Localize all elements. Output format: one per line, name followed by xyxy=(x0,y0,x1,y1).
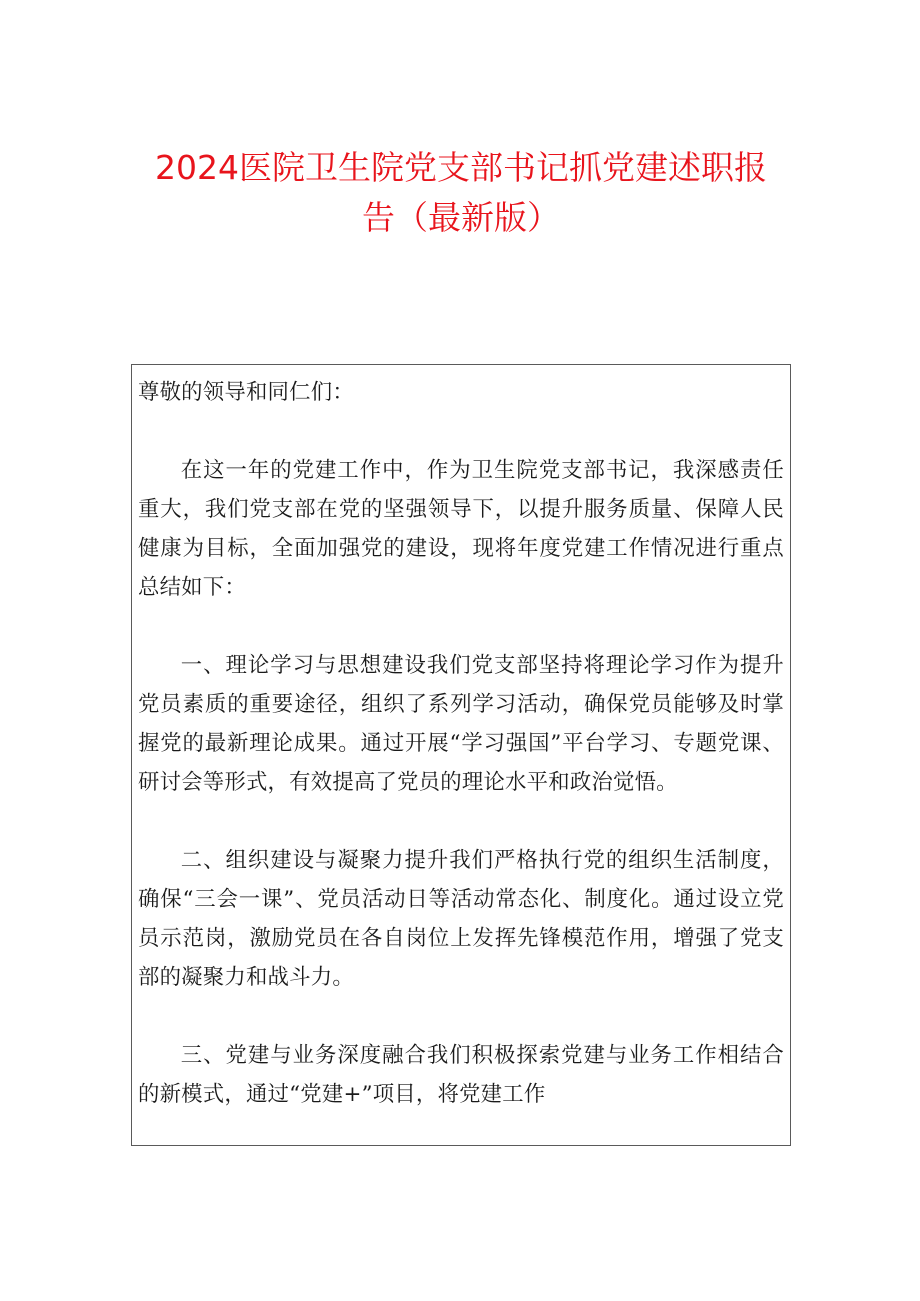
salutation: 尊敬的领导和同仁们： xyxy=(138,380,354,405)
paragraph-gap xyxy=(138,997,784,1036)
paragraph-gap xyxy=(138,802,784,841)
title-line-1: 2024医院卫生院党支部书记抓党建述职报 xyxy=(155,148,767,187)
document-title xyxy=(130,143,792,243)
paragraph-gap xyxy=(138,412,784,451)
paragraph-organization: 二、组织建设与凝聚力提升我们严格执行党的组织生活制度，确保“三会一课”、党员活动日等活动常态化、制度化。通过设立党员示范岗，激励党员在各自岗位上发挥先锋模范作用，增强了党支部的凝聚力和战斗力。 xyxy=(138,848,784,990)
paragraph-theory-study: 一、理论学习与思想建设我们党支部坚持将理论学习作为提升党员素质的重要途径，组织了系列学习活动，确保党员能够及时掌握党的最新理论成果。通过开展“学习强国”平台学习、专题党课、研讨会等形式，有效提高了党员的理论水平和政治觉悟。 xyxy=(138,653,784,795)
paragraph-intro: 在这一年的党建工作中，作为卫生院党支部书记，我深感责任重大，我们党支部在党的坚强领导下，以提升服务质量、保障人民健康为目标，全面加强党的建设，现将年度党建工作情况进行重点总结如下： xyxy=(138,458,784,600)
paragraph-gap xyxy=(138,607,784,646)
report-text-box xyxy=(131,364,791,1146)
title-line-2: 告（最新版） xyxy=(362,198,560,237)
paragraph-integration: 三、党建与业务深度融合我们积极探索党建与业务工作相结合的新模式，通过“党建+”项目，将党建工作 xyxy=(138,1043,784,1107)
